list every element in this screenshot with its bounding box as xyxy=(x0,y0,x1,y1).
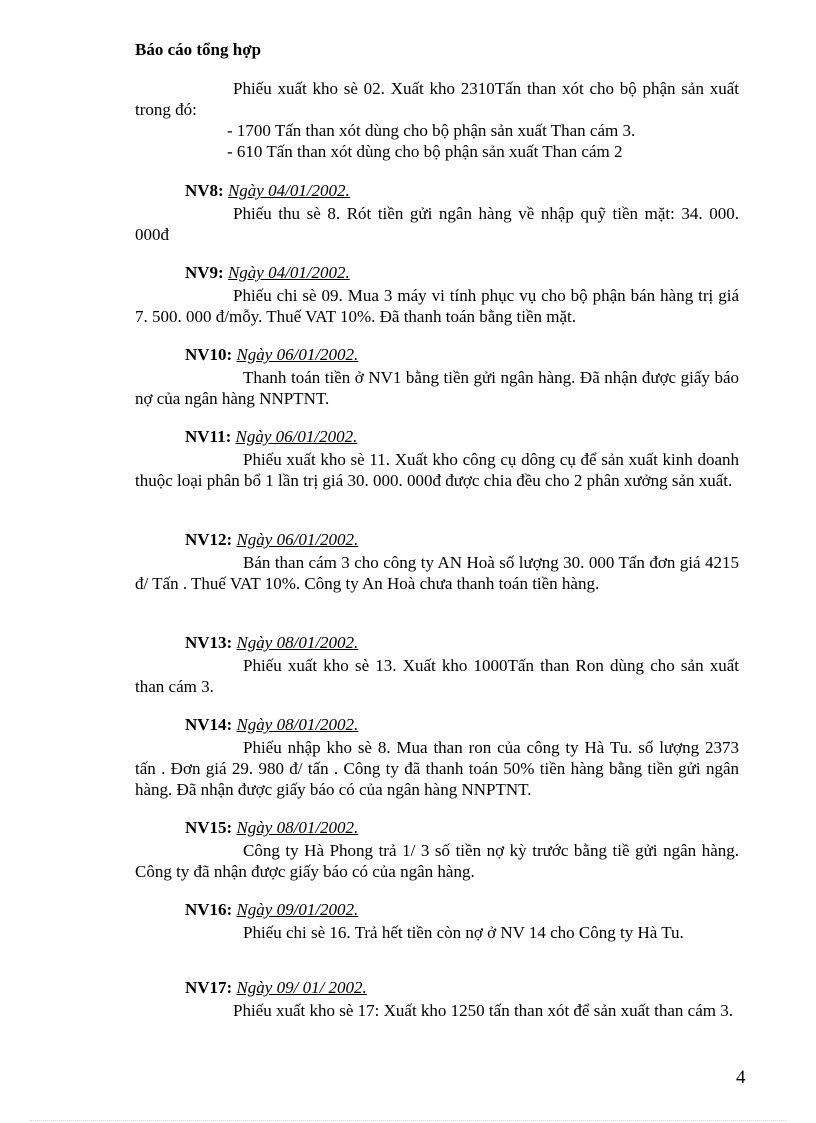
entry-nv11 xyxy=(135,426,739,491)
entry-label: NV16: xyxy=(185,900,233,919)
entry-text: Phiếu chi sè 16. Trả hết tiền còn nợ ở NV 14 cho Công ty Hà Tu. xyxy=(243,923,684,942)
entry-nv9 xyxy=(135,262,739,327)
entry-text: Phiếu xuất kho sè 11. Xuất kho công cụ dông cụ để sản xuất kinh doanh thuộc loại phân bổ 1 lần trị giá 30. 000. 000đ được chia đều cho 2 phân xưởng sản xuất. xyxy=(135,450,739,490)
entry-nv16 xyxy=(135,899,739,943)
intro-text: Phiếu xuất kho sè 02. Xuất kho 2310Tấn than xót cho bộ phận sản xuất trong đó: xyxy=(135,79,739,119)
entry-date: Ngày 06/01/2002. xyxy=(236,530,359,549)
entry-nv17 xyxy=(135,977,739,1021)
entry-text: Phiếu chi sè 09. Mua 3 máy vi tính phục vụ cho bộ phận bán hàng trị giá 7. 500. 000 đ/mỗy. Thuế VAT 10%. Đã thanh toán bằng tiền mặt. xyxy=(135,286,739,326)
entry-header xyxy=(135,714,739,735)
entry-header xyxy=(135,632,739,653)
entry-text: Bán than cám 3 cho công ty AN Hoà số lượng 30. 000 Tấn đơn giá 4215 đ/ Tấn . Thuế VAT 10%. Công ty An Hoà chưa thanh toán tiền hàng. xyxy=(135,553,739,593)
entry-label: NV14: xyxy=(185,715,233,734)
entry-label: NV11: xyxy=(185,427,232,446)
entry-label: NV17: xyxy=(185,978,233,997)
entry-date: Ngày 08/01/2002. xyxy=(236,715,359,734)
entry-nv8 xyxy=(135,180,739,245)
intro-bullet: - 610 Tấn than xót dùng cho bộ phận sản xuất Than cám 2 xyxy=(227,142,623,161)
report-heading: Báo cáo tổng hợp xyxy=(135,40,262,59)
entry-header xyxy=(135,817,739,838)
intro-section xyxy=(135,78,739,162)
entry-date: Ngày 06/01/2002. xyxy=(235,427,358,446)
entry-text: Phiếu xuất kho sè 13. Xuất kho 1000Tấn than Ron dùng cho sản xuất than cám 3. xyxy=(135,656,739,696)
entry-text: Phiếu nhập kho sè 8. Mua than ron của công ty Hà Tu. số lượng 2373 tấn . Đơn giá 29. 980 đ/ tấn . Công ty đã thanh toán 50% tiền hàng bằng tiền gửi ngân hàng. Đã nhận được giấy báo có của ngân hàng NNPTNT. xyxy=(135,738,739,799)
entry-header xyxy=(135,180,739,201)
entry-text: Phiếu thu sè 8. Rót tiền gửi ngân hàng về nhập quỹ tiền mặt: 34. 000. 000đ xyxy=(135,204,739,244)
entry-label: NV10: xyxy=(185,345,233,364)
entry-nv10 xyxy=(135,344,739,409)
entry-label: NV9: xyxy=(185,263,224,282)
entry-nv12 xyxy=(135,529,739,594)
entry-header xyxy=(135,529,739,550)
entry-nv13 xyxy=(135,632,739,697)
entry-date: Ngày 04/01/2002. xyxy=(227,181,350,200)
entry-date: Ngày 06/01/2002. xyxy=(236,345,359,364)
entry-date: Ngày 04/01/2002. xyxy=(227,263,350,282)
entry-nv14 xyxy=(135,714,739,800)
entry-header xyxy=(135,426,739,447)
entry-header xyxy=(135,977,739,998)
entry-text: Phiếu xuất kho sè 17: Xuất kho 1250 tấn than xót để sản xuất than cám 3. xyxy=(233,1001,733,1020)
page-footer-divider xyxy=(30,1120,786,1121)
entry-date: Ngày 09/ 01/ 2002. xyxy=(236,978,367,997)
entry-label: NV13: xyxy=(185,633,233,652)
intro-bullet: - 1700 Tấn than xót dùng cho bộ phận sản xuất Than cám 3. xyxy=(227,121,636,140)
entry-header xyxy=(135,344,739,365)
entry-label: NV8: xyxy=(185,181,224,200)
entry-date: Ngày 09/01/2002. xyxy=(236,900,359,919)
page-number: 4 xyxy=(736,1067,746,1088)
entry-date: Ngày 08/01/2002. xyxy=(236,818,359,837)
entry-header xyxy=(135,262,739,283)
entry-label: NV15: xyxy=(185,818,233,837)
entry-header xyxy=(135,899,739,920)
entry-text: Công ty Hà Phong trả 1/ 3 số tiền nợ kỳ trước bằng tiề gửi ngân hàng. Công ty đã nhận được giấy báo có của ngân hàng. xyxy=(135,841,739,881)
entry-nv15 xyxy=(135,817,739,882)
entry-date: Ngày 08/01/2002. xyxy=(236,633,359,652)
entry-label: NV12: xyxy=(185,530,233,549)
entry-text: Thanh toán tiền ở NV1 bằng tiền gửi ngân hàng. Đã nhận được giấy báo nợ của ngân hàng NNPTNT. xyxy=(135,368,739,408)
